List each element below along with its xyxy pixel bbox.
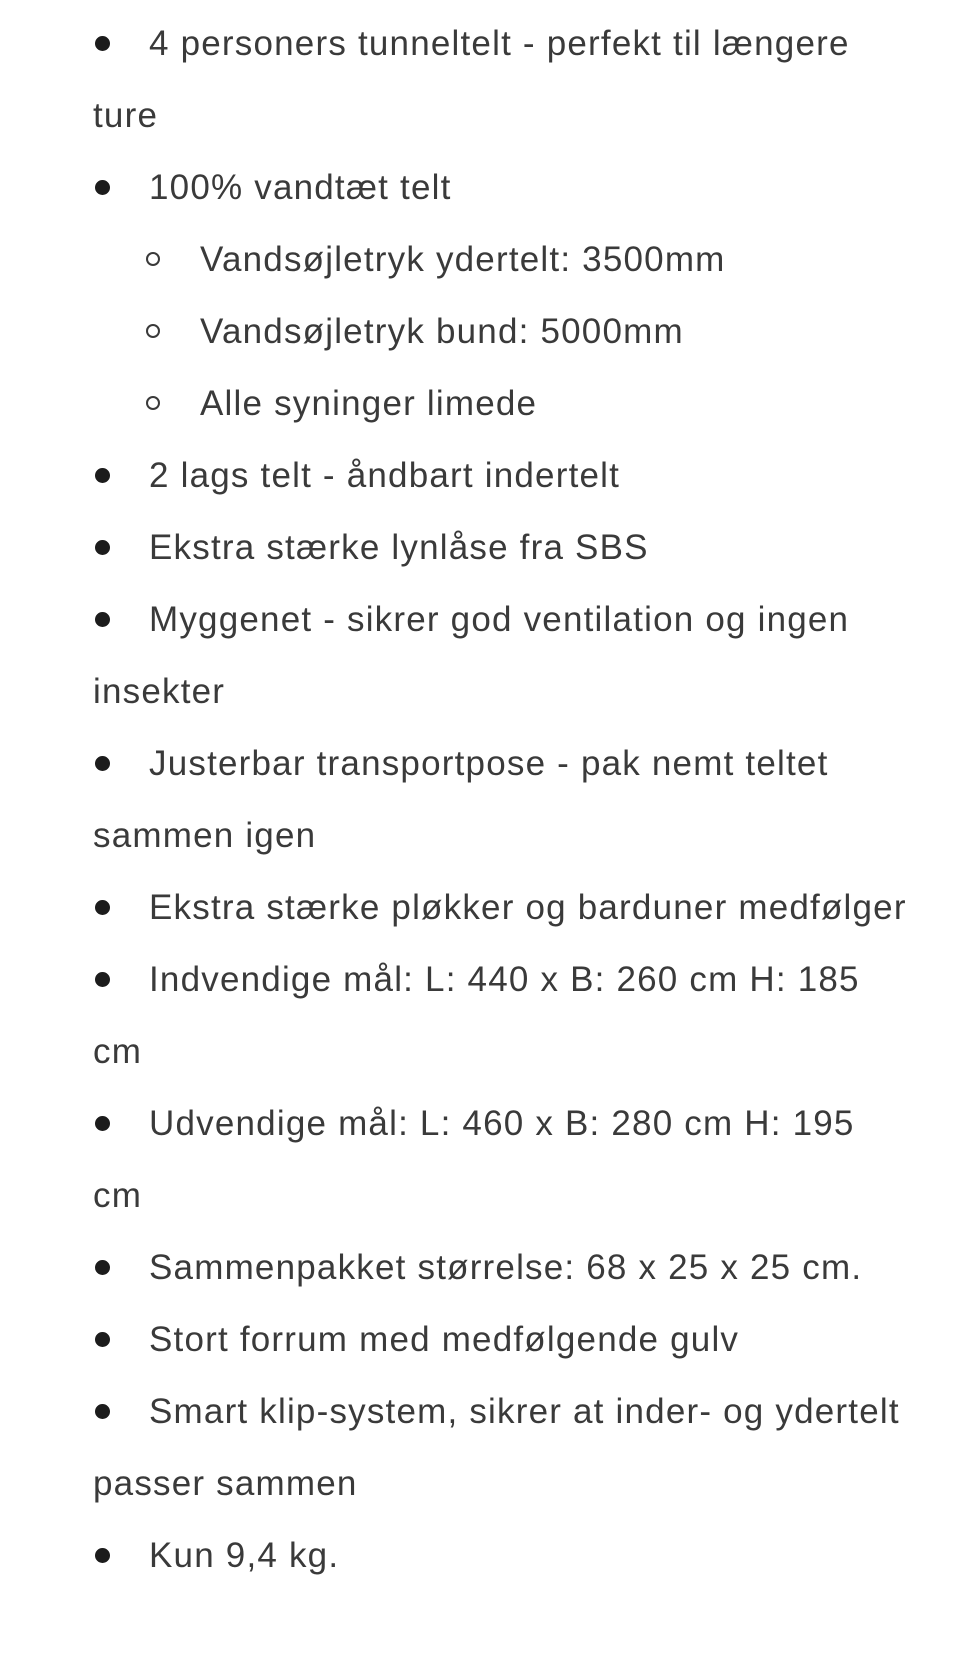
list-item-text: 4 personers tunneltelt - perfekt til længere ture — [93, 24, 850, 135]
circle-bullet-icon — [146, 396, 160, 410]
bullet-icon — [95, 612, 110, 627]
bullet-icon — [95, 900, 110, 915]
bullet-icon — [95, 1404, 110, 1419]
list-item-text: Ekstra stærke pløkker og barduner medfølger — [149, 888, 907, 927]
bullet-icon — [95, 1548, 110, 1563]
circle-bullet-icon — [146, 252, 160, 266]
list-item-text: Vandsøjletryk ydertelt: 3500mm — [200, 240, 726, 279]
list-item-text: Alle syninger limede — [200, 384, 538, 423]
list-item — [93, 584, 913, 728]
list-item-text: Indvendige mål: L: 440 x B: 260 cm H: 185 cm — [93, 960, 860, 1071]
list-item — [93, 1520, 913, 1592]
bullet-icon — [95, 180, 110, 195]
feature-list — [93, 8, 913, 1592]
list-item-text: Ekstra stærke lynlåse fra SBS — [149, 528, 649, 567]
list-item — [93, 1376, 913, 1520]
bullet-icon — [95, 1332, 110, 1347]
list-item — [93, 512, 913, 584]
list-item-text: Myggenet - sikrer god ventilation og ingen insekter — [93, 600, 850, 711]
list-item — [93, 1304, 913, 1376]
sub-list-item — [93, 368, 913, 440]
bullet-icon — [95, 36, 110, 51]
list-item — [93, 1232, 913, 1304]
list-item-text: 2 lags telt - åndbart indertelt — [149, 456, 621, 495]
list-item — [93, 8, 913, 152]
sub-list-item — [93, 296, 913, 368]
bullet-icon — [95, 468, 110, 483]
list-item — [93, 728, 913, 872]
list-item — [93, 1088, 913, 1232]
list-item-text: Vandsøjletryk bund: 5000mm — [200, 312, 684, 351]
list-item-text: Stort forrum med medfølgende gulv — [149, 1320, 740, 1359]
bullet-icon — [95, 1260, 110, 1275]
sub-list-item — [93, 224, 913, 296]
list-item — [93, 440, 913, 512]
bullet-icon — [95, 1116, 110, 1131]
bullet-icon — [95, 540, 110, 555]
list-item-text: Kun 9,4 kg. — [149, 1536, 340, 1575]
list-item-text: Sammenpakket størrelse: 68 x 25 x 25 cm. — [149, 1248, 863, 1287]
list-item-text: 100% vandtæt telt — [149, 168, 452, 207]
list-item — [93, 152, 913, 224]
list-item-text: Smart klip-system, sikrer at inder- og ydertelt passer sammen — [93, 1392, 900, 1503]
bullet-icon — [95, 972, 110, 987]
bullet-icon — [95, 756, 110, 771]
circle-bullet-icon — [146, 324, 160, 338]
list-item — [93, 944, 913, 1088]
list-item-text: Udvendige mål: L: 460 x B: 280 cm H: 195 cm — [93, 1104, 855, 1215]
list-item — [93, 872, 913, 944]
list-item-text: Justerbar transportpose - pak nemt teltet sammen igen — [93, 744, 829, 855]
